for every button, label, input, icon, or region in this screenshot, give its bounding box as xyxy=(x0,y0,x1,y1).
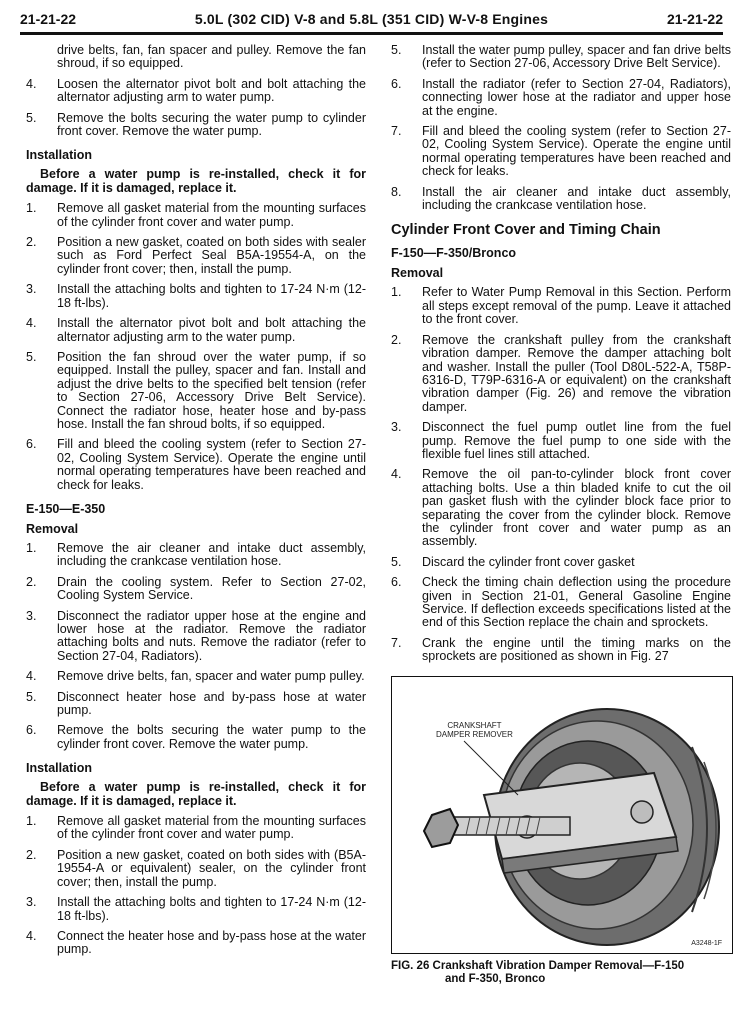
warning-note: Before a water pump is re-installed, check it for damage. If it is damaged, replace it. xyxy=(26,167,366,195)
left-column xyxy=(26,44,366,964)
list-item: 2. Remove the crankshaft pulley from the crankshaft vibration damper. Remove the damper attaching bolt and washer. Install the puller (Tool D80L-522-A, T58P-6316-D, T79P-6316-A or equivalent) on the crankshaft vibration damper (Fig. 26) and remove the vibration damper. xyxy=(391,332,731,414)
removal-heading: Removal xyxy=(391,266,444,281)
figure-damper-removal xyxy=(391,676,733,954)
damper-puller-illustration xyxy=(392,677,732,953)
right-column xyxy=(391,44,731,986)
list-item: 1. Remove the air cleaner and intake duct assembly, including the crankcase ventilation hose. xyxy=(26,540,366,569)
list-item: 2. Position a new gasket, coated on both sides with (B5A-19554-A or equivalent) sealer, on the cylinder front cover; then, install the pump. xyxy=(26,847,366,889)
list-item: 4. Connect the heater hose and by-pass hose at the water pump. xyxy=(26,928,366,957)
vehicle-heading-f-series: F-150—F-350/Bronco xyxy=(391,246,517,261)
list-item: 2. Drain the cooling system. Refer to Section 27-02, Cooling System Service. xyxy=(26,574,366,603)
figure-id: A3248-1F xyxy=(691,939,722,947)
figure-caption: FIG. 26 Crankshaft Vibration Damper Removal—F-150 and F-350, Bronco xyxy=(391,959,685,985)
section-heading: Cylinder Front Cover and Timing Chain xyxy=(391,222,661,239)
list-item: 6. Remove the bolts securing the water pump to the cylinder front cover. Remove the water pump. xyxy=(26,723,366,751)
list-item: 5. Install the water pump pulley, spacer and fan drive belts (refer to Section 27-06, Accessory Drive Belt Service). xyxy=(391,43,731,71)
list-item: 6. Install the radiator (refer to Section 27-04, Radiators), connecting lower hose at the radiator and upper hose at the engine. xyxy=(391,76,731,118)
list-item: 2. Position a new gasket, coated on both sides with sealer such as Ford Perfect Seal B5A-19554-A, on the cylinder front cover; then, install the pump. xyxy=(26,235,366,276)
warning-note: Before a water pump is re-installed, check it for damage. If it is damaged, replace it. xyxy=(26,780,366,808)
list-item: 1. Refer to Water Pump Removal in this Section. Perform all steps except removal of the pump. Leave it attached to the front cover. xyxy=(391,285,731,327)
list-item: 3. Install the attaching bolts and tighten to 17-24 N·m (12-18 ft-lbs). xyxy=(26,895,366,923)
installation-heading: Installation xyxy=(26,761,92,776)
list-item: 6. Fill and bleed the cooling system (refer to Section 27-02, Cooling System Service). Operate the engine until normal operating temperatures have been reached and check for leaks. xyxy=(26,437,366,492)
page-number-left: 21-21-22 xyxy=(20,11,77,27)
list-item: 5. Position the fan shroud over the water pump, if so equipped. Install the pulley, spacer and fan. Install and adjust the drive belts to the specified belt tension (refer to Section 27-06, Accessory Drive Belt Service). Connect the radiator hose, heater hose and by-pass hose. Install the fan shroud bolts, if so equipped. xyxy=(26,349,366,431)
list-item: 5. Disconnect heater hose and by-pass hose at water pump. xyxy=(26,689,366,718)
list-item: 7. Crank the engine until the timing marks on the sprockets are positioned as shown in Fig. 27 xyxy=(391,635,731,664)
continued-text: drive belts, fan, fan spacer and pulley. Remove the fan shroud, if so equipped. xyxy=(57,43,366,71)
list-item: 4. Loosen the alternator pivot bolt and bolt attaching the alternator adjusting arm to water pump. xyxy=(26,76,366,105)
page-title: 5.0L (302 CID) V-8 and 5.8L (351 CID) W-V-8 Engines xyxy=(194,11,549,27)
vehicle-heading-e-series: E-150—E-350 xyxy=(26,501,106,516)
list-item: 1. Remove all gasket material from the mounting surfaces of the cylinder front cover and water pump. xyxy=(26,201,366,229)
list-item: 8. Install the air cleaner and intake duct assembly, including the crankcase ventilation hose. xyxy=(391,184,731,213)
page-number-right: 21-21-22 xyxy=(666,11,723,27)
removal-heading: Removal xyxy=(26,521,79,536)
page-header xyxy=(20,6,723,35)
list-item: 7. Fill and bleed the cooling system (refer to Section 27-02, Cooling System Service). Operate the engine until normal operating temperatures have been reached and check for leaks. xyxy=(391,124,731,179)
list-item: 1. Remove all gasket material from the mounting surfaces of the cylinder front cover and water pump. xyxy=(26,814,366,842)
list-item: 5. Remove the bolts securing the water pump to cylinder front cover. Remove the water pump. xyxy=(26,110,366,139)
list-item: 5. Discard the cylinder front cover gasket xyxy=(391,554,635,569)
list-item: 6. Check the timing chain deflection using the procedure given in Section 21-01, General Gasoline Engine Service. If deflection exceeds specifications listed at the end of this Section replace the chain and sprockets. xyxy=(391,575,731,630)
figure-callout: CRANKSHAFT DAMPER REMOVER xyxy=(436,720,513,739)
list-item: 3. Disconnect the fuel pump outlet line from the fuel pump. Remove the fuel pump to one side with the flexible fuel lines still attached. xyxy=(391,420,731,461)
list-item: 3. Install the attaching bolts and tighten to 17-24 N·m (12-18 ft-lbs). xyxy=(26,282,366,310)
list-item: 4. Remove the oil pan-to-cylinder block front cover attaching bolts. Use a thin bladed knife to cut the oil pan gasket flush with the cylinder block face prior to separating the cover from the cylinder block. Remove the cylinder front cover and water pump as an assembly. xyxy=(391,467,731,549)
list-item: 4. Remove drive belts, fan, spacer and water pump pulley. xyxy=(26,669,365,684)
installation-heading: Installation xyxy=(26,148,92,163)
list-item: 4. Install the alternator pivot bolt and bolt attaching the alternator adjusting arm to the water pump. xyxy=(26,316,366,344)
list-item: 3. Disconnect the radiator upper hose at the engine and lower hose at the radiator. Remove the radiator attaching bolts and nuts. Remove the radiator (refer to Section 27-04, Radiators). xyxy=(26,608,366,663)
